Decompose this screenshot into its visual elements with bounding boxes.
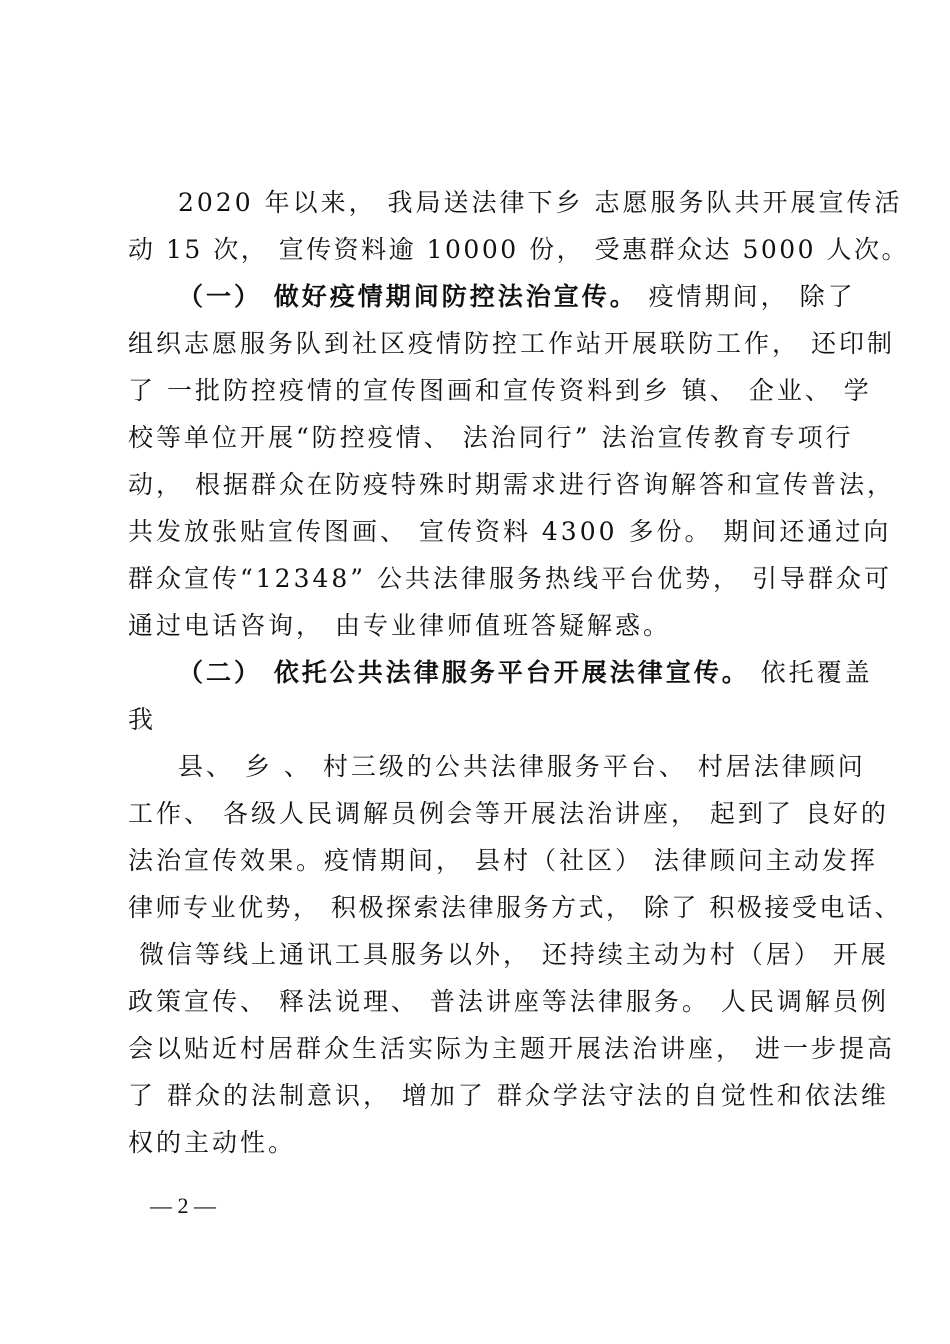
paragraph-2-line-4: 校等单位开展“防控疫情、 法治同行” 法治宣传教育专项行 xyxy=(128,423,854,452)
paragraph-3-line-1-rest: 依托覆盖 xyxy=(749,658,873,687)
paragraph-2-line-1-rest: 疫情期间， 除了 xyxy=(637,282,856,311)
paragraph-1-line-2: 动 15 次， 宣传资料逾 10000 份， 受惠群众达 5000 人次。 xyxy=(128,235,910,264)
paragraph-2-line-3: 了 一批防控疫情的宣传图画和宣传资料到乡 镇、 企业、 学 xyxy=(128,376,872,405)
paragraph-2-line-2: 组织志愿服务队到社区疫情防控工作站开展联防工作， 还印制 xyxy=(128,329,895,358)
page-number: — 2 — xyxy=(150,1193,216,1218)
paragraph-4-line-9: 权的主动性。 xyxy=(128,1128,297,1157)
section-heading-1: （一） 做好疫情期间防控法治宣传。 xyxy=(178,282,638,311)
paragraph-3-orphan: 我 xyxy=(128,705,157,734)
paragraph-4-line-2: 工作、 各级人民调解员例会等开展法治讲座， 起到了 良好的 xyxy=(128,799,889,828)
paragraph-2-line-5: 动， 根据群众在防疫特殊时期需求进行咨询解答和宣传普法， xyxy=(128,470,895,499)
paragraph-3-line-1 xyxy=(178,657,873,689)
paragraph-4-line-8: 了 群众的法制意识， 增加了 群众学法守法的自觉性和依法维 xyxy=(128,1081,889,1110)
section-heading-2: （二） 依托公共法律服务平台开展法律宣传。 xyxy=(178,658,750,687)
paragraph-2-line-1 xyxy=(178,281,856,313)
paragraph-4-line-6: 政策宣传、 释法说理、 普法讲座等法律服务。 人民调解员例 xyxy=(128,987,889,1016)
paragraph-4-line-7: 会以贴近村居群众生活实际为主题开展法治讲座， 进一步提高 xyxy=(128,1034,895,1063)
paragraph-1-line-1: 2020 年以来， 我局送法律下乡 志愿服务队共开展宣传活 xyxy=(178,188,903,217)
paragraph-2-line-6: 共发放张贴宣传图画、 宣传资料 4300 多份。 期间还通过向 xyxy=(128,517,892,546)
paragraph-2-line-8: 通过电话咨询， 由专业律师值班答疑解惑。 xyxy=(128,611,671,640)
paragraph-4-line-1: 县、 乡 、 村三级的公共法律服务平台、 村居法律顾问 xyxy=(178,752,866,781)
paragraph-4-line-5: 微信等线上通讯工具服务以外， 还持续主动为村（居） 开展 xyxy=(128,940,889,969)
paragraph-4-line-3: 法治宣传效果。疫情期间， 县村（社区） 法律顾问主动发挥 xyxy=(128,846,878,875)
paragraph-2-line-7: 群众宣传“12348” 公共法律服务热线平台优势， 引导群众可 xyxy=(128,564,892,593)
paragraph-4-line-4: 律师专业优势， 积极探索法律服务方式， 除了 积极接受电话、 xyxy=(128,893,902,922)
